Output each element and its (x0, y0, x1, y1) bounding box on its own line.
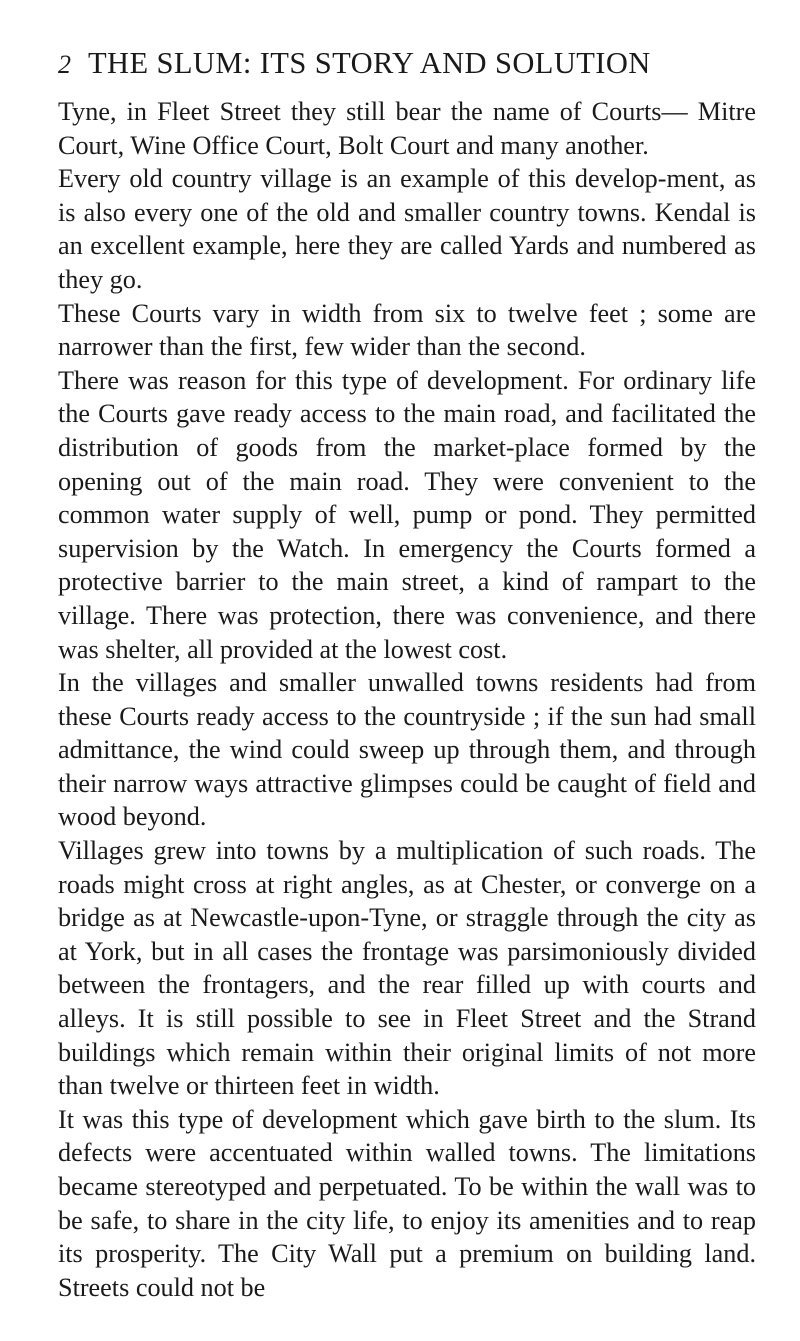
running-header (58, 42, 758, 84)
page-number: 2 (58, 50, 71, 79)
paragraph-1: Tyne, in Fleet Street they still bear the name of Courts— Mitre Court, Wine Office Court, Bolt Court and many another. (58, 97, 756, 160)
paragraph-5: In the villages and smaller unwalled towns residents had from these Courts ready access to the countryside ; if the sun had small admittance, the wind could sweep up through them, and through their narrow ways attractive glimpses could be caught of field and wood beyond. (58, 668, 756, 832)
paragraph-2: Every old country village is an example of this develop-ment, as is also every one of the old and smaller country towns. Kendal is an excellent example, here they are called Yards and numbered as they go. (58, 164, 756, 294)
paragraph-3: These Courts vary in width from six to twelve feet ; some are narrower than the first, few wider than the second. (58, 298, 756, 362)
paragraph-7: It was this type of development which gave birth to the slum. Its defects were accentuated within walled towns. The limitations became stereotyped and perpetuated. To be within the wall was to be safe, to share in the city life, to enjoy its amenities and to reap its prosperity. The City Wall put a premium on building land. Streets could not be (58, 1104, 756, 1302)
paragraph-4: There was reason for this type of development. For ordinary life the Courts gave ready access to the main road, and facilitated the distribution of goods from the market-place formed by the opening out of the main road. They were convenient to the common water supply of well, pump or pond. They permitted supervision by the Watch. In emergency the Courts formed a protective barrier to the main street, a kind of rampart to the village. There was protection, there was convenience, and there was shelter, all provided at the lowest cost. (58, 365, 756, 664)
paragraph-6: Villages grew into towns by a multiplication of such roads. The roads might cross at right angles, as at Chester, or converge on a bridge as at Newcastle-upon-Tyne, or straggle through the city as at York, but in all cases the frontage was parsimoniously divided between the frontagers, and the rear filled up with courts and alleys. It is still possible to see in Fleet Street and the Strand buildings which remain within their original limits of not more than twelve or thirteen feet in width. (58, 836, 756, 1101)
body-text (58, 95, 756, 1304)
running-title: THE SLUM: ITS STORY AND SOLUTION (88, 46, 651, 80)
